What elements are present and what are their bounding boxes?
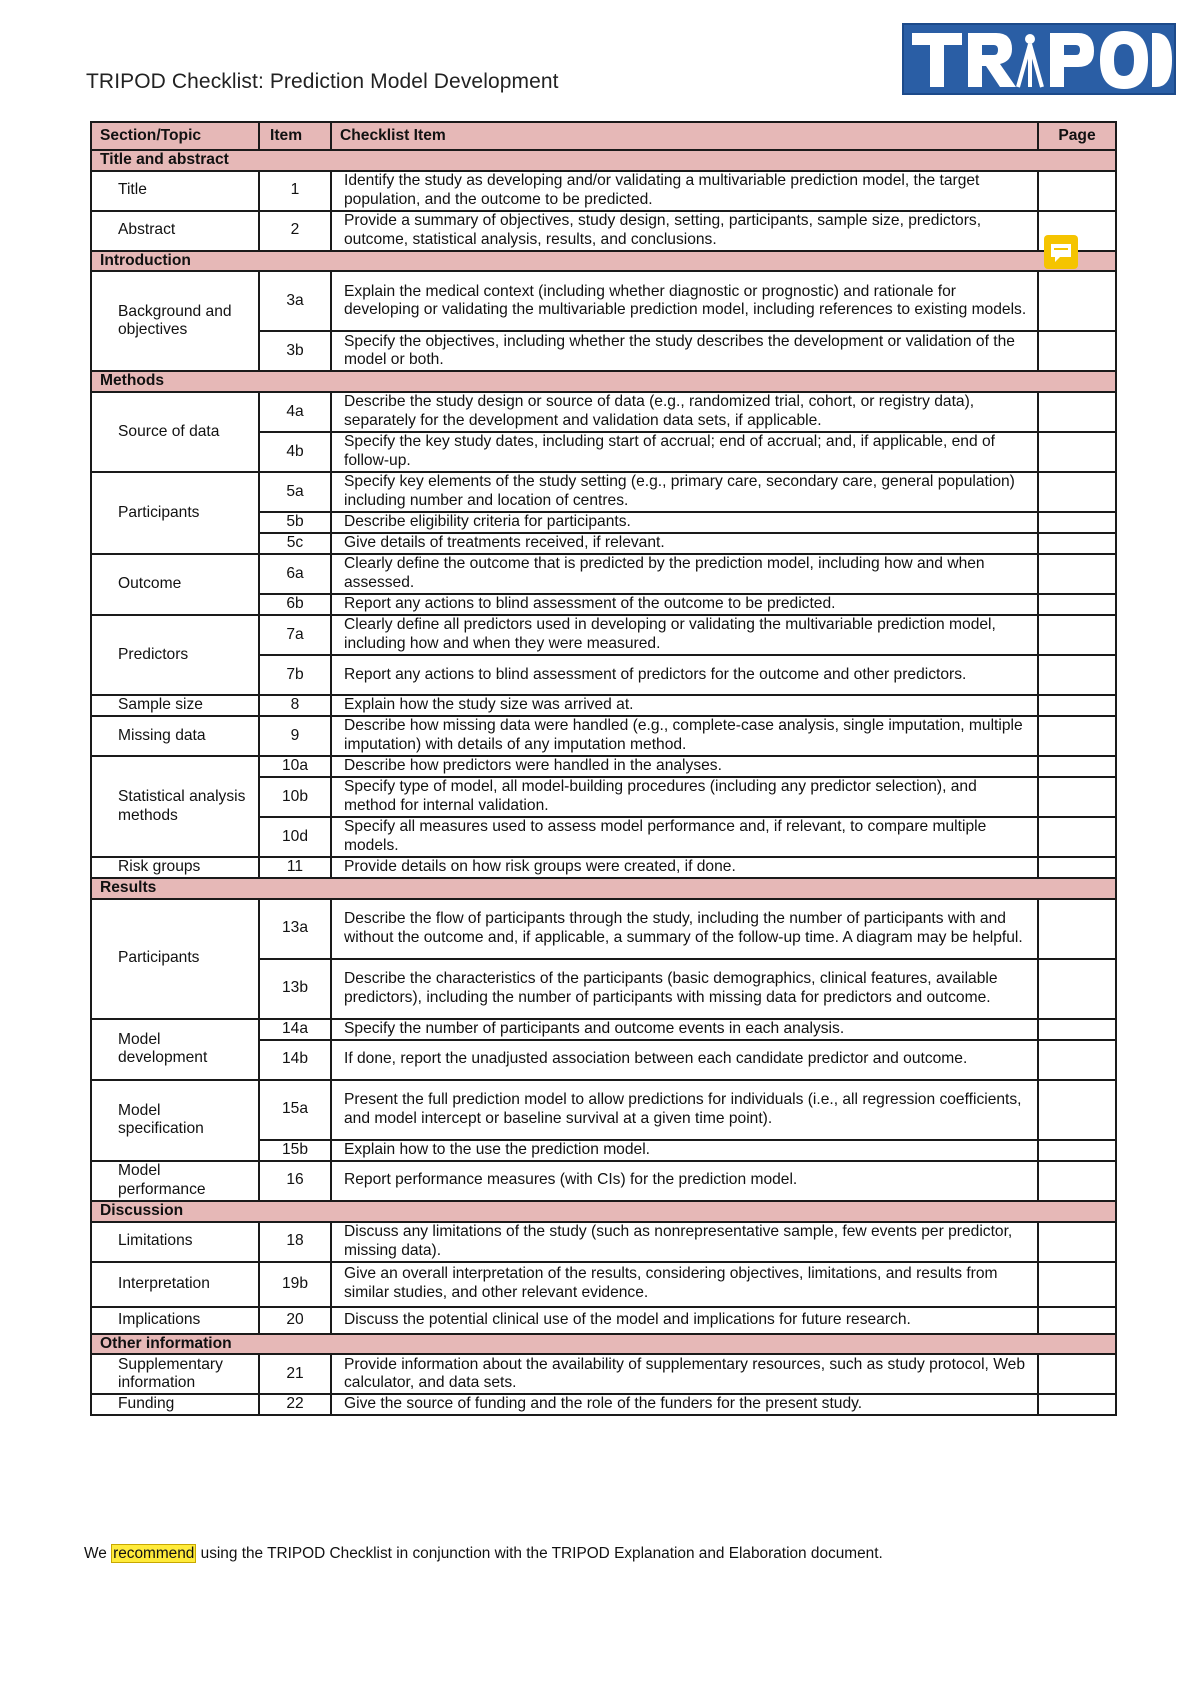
item-number: 22 (259, 1394, 331, 1415)
checklist-text: Give the source of funding and the role of the funders for the present study. (331, 1394, 1038, 1415)
item-number: 19b (259, 1262, 331, 1307)
topic-cell: Limitations (91, 1222, 259, 1262)
page-cell[interactable] (1038, 271, 1116, 331)
page-cell[interactable] (1038, 472, 1116, 512)
topic-cell: Missing data (91, 716, 259, 756)
checklist-text: If done, report the unadjusted association between each candidate predictor and outcome. (331, 1040, 1038, 1080)
table-row (91, 1394, 1116, 1415)
topic-cell: Interpretation (91, 1262, 259, 1307)
section-title: Other information (91, 1334, 1116, 1355)
item-number: 13a (259, 899, 331, 959)
table-row (91, 1262, 1116, 1307)
page-title: TRIPOD Checklist: Prediction Model Development (86, 70, 559, 93)
item-number: 8 (259, 695, 331, 716)
table-row (91, 899, 1116, 959)
item-number: 5a (259, 472, 331, 512)
item-number: 6b (259, 594, 331, 615)
checklist-text: Describe the flow of participants through the study, including the number of participants with and without the outcome and, if applicable, a summary of the follow-up time. A diagram may be helpful. (331, 899, 1038, 959)
topic-cell: Sample size (91, 695, 259, 716)
topic-cell: Title (91, 171, 259, 211)
checklist-text: Clearly define all predictors used in developing or validating the multivariable prediction model, including how and when they were measured. (331, 615, 1038, 655)
topic-cell: Model specification (91, 1080, 259, 1161)
table-row (91, 615, 1116, 655)
checklist-text: Provide information about the availability of supplementary resources, such as study protocol, Web calculator, and data sets. (331, 1354, 1038, 1394)
page-cell[interactable] (1038, 1394, 1116, 1415)
item-number: 4a (259, 392, 331, 432)
topic-cell: Model performance (91, 1161, 259, 1201)
item-number: 15b (259, 1140, 331, 1161)
page-cell[interactable] (1038, 171, 1116, 211)
page-cell[interactable] (1038, 1080, 1116, 1140)
page-cell[interactable] (1038, 857, 1116, 878)
section-title: Title and abstract (91, 150, 1116, 171)
header-checklist-item: Checklist Item (331, 122, 1038, 150)
checklist-text: Report any actions to blind assessment of predictors for the outcome and other predictors. (331, 655, 1038, 695)
table-row (91, 211, 1116, 251)
page-cell[interactable] (1038, 655, 1116, 695)
page-cell[interactable] (1038, 1307, 1116, 1334)
topic-cell: Model development (91, 1019, 259, 1080)
item-number: 14a (259, 1019, 331, 1040)
page-cell[interactable] (1038, 695, 1116, 716)
footnote (84, 1545, 883, 1563)
topic-cell: Funding (91, 1394, 259, 1415)
table-row (91, 1080, 1116, 1140)
page-cell[interactable] (1038, 899, 1116, 959)
checklist-text: Provide details on how risk groups were created, if done. (331, 857, 1038, 878)
checklist-text: Report performance measures (with CIs) for the prediction model. (331, 1161, 1038, 1201)
section-title: Methods (91, 371, 1116, 392)
checklist-text: Describe how predictors were handled in the analyses. (331, 756, 1038, 777)
header-item: Item (259, 122, 331, 150)
checklist-text: Describe the study design or source of data (e.g., randomized trial, cohort, or registry data), separately for the development and validation data sets, if applicable. (331, 392, 1038, 432)
section-row (91, 878, 1116, 899)
table-row (91, 695, 1116, 716)
checklist-text: Explain how the study size was arrived at. (331, 695, 1038, 716)
checklist-text: Explain the medical context (including whether diagnostic or prognostic) and rationale for developing or validating the multivariable prediction model, including references to existing models. (331, 271, 1038, 331)
checklist-text: Clearly define the outcome that is predicted by the prediction model, including how and when assessed. (331, 554, 1038, 594)
checklist-text: Specify all measures used to assess model performance and, if relevant, to compare multiple models. (331, 817, 1038, 857)
checklist-text: Identify the study as developing and/or validating a multivariable prediction model, the target population, and the outcome to be predicted. (331, 171, 1038, 211)
item-number: 5b (259, 512, 331, 533)
section-row (91, 371, 1116, 392)
table-row (91, 1019, 1116, 1040)
checklist-text: Specify type of model, all model-building procedures (including any predictor selection), and method for internal validation. (331, 777, 1038, 817)
page-cell[interactable] (1038, 1222, 1116, 1262)
item-number: 5c (259, 533, 331, 554)
table-row (91, 554, 1116, 594)
page-cell[interactable] (1038, 716, 1116, 756)
item-number: 16 (259, 1161, 331, 1201)
table-row (91, 171, 1116, 211)
topic-cell: Background and objectives (91, 271, 259, 371)
topic-cell: Participants (91, 899, 259, 1019)
topic-cell: Predictors (91, 615, 259, 695)
table-row (91, 472, 1116, 512)
checklist-text: Describe how missing data were handled (e.g., complete-case analysis, single imputation, multiple imputation) with details of any imputation method. (331, 716, 1038, 756)
topic-cell: Abstract (91, 211, 259, 251)
page-cell[interactable] (1038, 432, 1116, 472)
item-number: 7b (259, 655, 331, 695)
item-number: 20 (259, 1307, 331, 1334)
page-cell[interactable] (1038, 1040, 1116, 1080)
topic-cell: Implications (91, 1307, 259, 1334)
item-number: 11 (259, 857, 331, 878)
page-cell[interactable] (1038, 777, 1116, 817)
section-title: Discussion (91, 1201, 1116, 1222)
page-cell[interactable] (1038, 1019, 1116, 1040)
checklist-text: Explain how to the use the prediction model. (331, 1140, 1038, 1161)
header-page: Page (1038, 122, 1116, 150)
page-cell[interactable] (1038, 817, 1116, 857)
checklist-text: Specify the objectives, including whether the study describes the development or validation of the model or both. (331, 331, 1038, 371)
section-row (91, 150, 1116, 171)
highlighted-word[interactable]: recommend (113, 1545, 195, 1562)
topic-cell: Source of data (91, 392, 259, 472)
checklist-table (90, 121, 1117, 1416)
checklist-text: Describe the characteristics of the participants (basic demographics, clinical features, available predictors), including the number of participants with missing data for predictors and outcome. (331, 959, 1038, 1019)
topic-cell: Outcome (91, 554, 259, 615)
checklist-text: Provide a summary of objectives, study design, setting, participants, sample size, predictors, outcome, statistical analysis, results, and conclusions. (331, 211, 1038, 251)
page-cell[interactable] (1038, 756, 1116, 777)
page-cell[interactable] (1038, 392, 1116, 432)
checklist-text: Report any actions to blind assessment of the outcome to be predicted. (331, 594, 1038, 615)
checklist-text: Discuss any limitations of the study (such as nonrepresentative sample, few events per predictor, missing data). (331, 1222, 1038, 1262)
item-number: 2 (259, 211, 331, 251)
checklist-text: Discuss the potential clinical use of the model and implications for future research. (331, 1307, 1038, 1334)
table-header-row (91, 122, 1116, 150)
section-row (91, 1201, 1116, 1222)
page-cell[interactable] (1038, 554, 1116, 594)
section-title: Introduction (91, 251, 1116, 272)
page-cell[interactable] (1038, 615, 1116, 655)
item-number: 9 (259, 716, 331, 756)
header-section-topic: Section/Topic (91, 122, 259, 150)
table-row (91, 857, 1116, 878)
item-number: 3a (259, 271, 331, 331)
table-row (91, 756, 1116, 777)
item-number: 1 (259, 171, 331, 211)
page-cell[interactable] (1038, 594, 1116, 615)
page-cell[interactable] (1038, 1140, 1116, 1161)
item-number: 7a (259, 615, 331, 655)
checklist-text: Describe eligibility criteria for participants. (331, 512, 1038, 533)
topic-cell: Participants (91, 472, 259, 554)
page-cell[interactable] (1038, 331, 1116, 371)
item-number: 13b (259, 959, 331, 1019)
table-row (91, 271, 1116, 331)
item-number: 10b (259, 777, 331, 817)
topic-cell: Supplementary information (91, 1354, 259, 1394)
footnote-pre: We (84, 1545, 112, 1562)
tripod-logo (902, 23, 1176, 95)
section-row (91, 1334, 1116, 1355)
item-number: 10d (259, 817, 331, 857)
page-cell[interactable] (1038, 533, 1116, 554)
item-number: 14b (259, 1040, 331, 1080)
page-cell[interactable] (1038, 959, 1116, 1019)
item-number: 6a (259, 554, 331, 594)
item-number: 15a (259, 1080, 331, 1140)
table-row (91, 392, 1116, 432)
page-cell[interactable] (1038, 1262, 1116, 1307)
table-row (91, 1307, 1116, 1334)
checklist-text: Specify the key study dates, including start of accrual; end of accrual; and, if applicable, end of follow-up. (331, 432, 1038, 472)
page-cell[interactable] (1038, 512, 1116, 533)
section-title: Results (91, 878, 1116, 899)
table-row (91, 1354, 1116, 1394)
item-number: 3b (259, 331, 331, 371)
table-row (91, 716, 1116, 756)
item-number: 10a (259, 756, 331, 777)
checklist-text: Specify key elements of the study setting (e.g., primary care, secondary care, general population) including number and location of centres. (331, 472, 1038, 512)
section-row (91, 251, 1116, 272)
topic-cell: Risk groups (91, 857, 259, 878)
checklist-text: Present the full prediction model to allow predictions for individuals (i.e., all regression coefficients, and model intercept or baseline survival at a given time point). (331, 1080, 1038, 1140)
table-row (91, 1161, 1116, 1201)
checklist-text: Give an overall interpretation of the results, considering objectives, limitations, and results from similar studies, and other relevant evidence. (331, 1262, 1038, 1307)
item-number: 21 (259, 1354, 331, 1394)
page-cell[interactable] (1038, 1161, 1116, 1201)
checklist-text: Give details of treatments received, if relevant. (331, 533, 1038, 554)
checklist-body (91, 150, 1116, 1415)
comment-icon[interactable] (1044, 235, 1078, 269)
item-number: 18 (259, 1222, 331, 1262)
checklist-text: Specify the number of participants and outcome events in each analysis. (331, 1019, 1038, 1040)
topic-cell: Statistical analysis methods (91, 756, 259, 857)
page-cell[interactable] (1038, 1354, 1116, 1394)
footnote-post: using the TRIPOD Checklist in conjunction with the TRIPOD Explanation and Elaboration document. (196, 1545, 883, 1562)
item-number: 4b (259, 432, 331, 472)
table-row (91, 1222, 1116, 1262)
